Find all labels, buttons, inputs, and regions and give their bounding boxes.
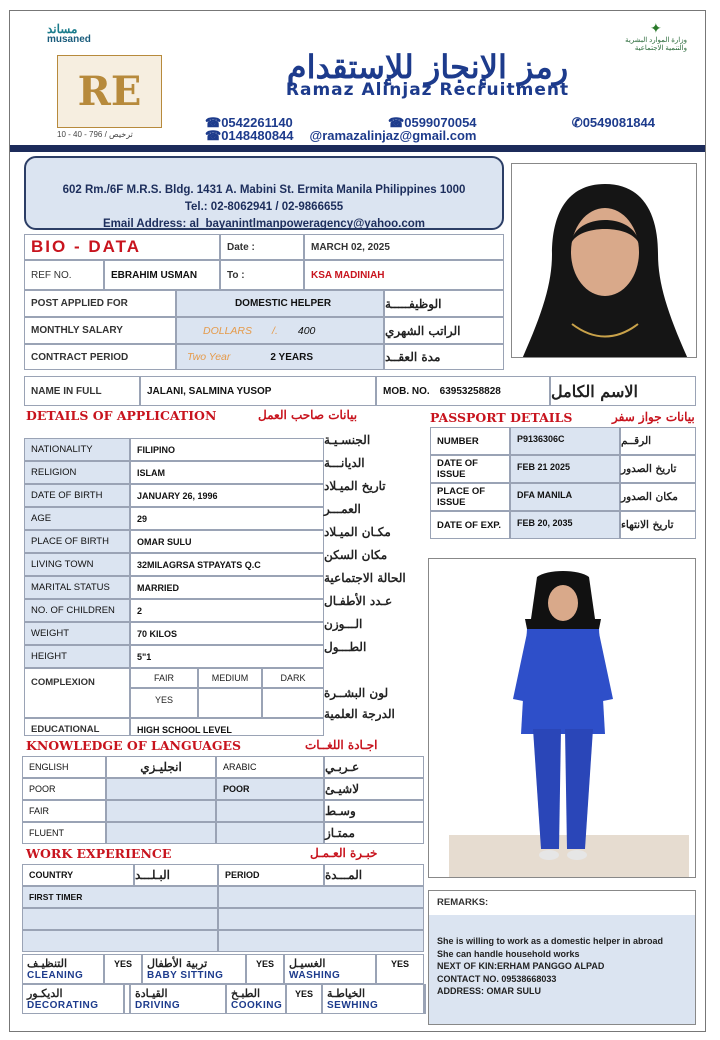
work-country-value: FIRST TIMER <box>22 886 218 908</box>
passport-label: DATE OF ISSUE <box>430 455 510 483</box>
languages-heading-ar: اجـادة اللغــات <box>305 738 378 752</box>
phone-icon-1: ☎0542261140 <box>205 115 293 130</box>
detail-value: ISLAM <box>130 461 324 484</box>
detail-label-ar: الـــوزن <box>324 616 363 631</box>
period-label: PERIOD <box>218 864 324 886</box>
name-label: NAME IN FULL <box>24 376 140 406</box>
musaned-logo-en: musaned <box>47 34 91 45</box>
languages-heading: KNOWLEDGE OF LANGUAGES <box>26 738 242 753</box>
duty-cleaning <box>22 954 104 984</box>
detail-value: JANUARY 26, 1996 <box>130 484 324 507</box>
duty-decorating <box>22 984 124 1014</box>
arabic-label-ar: عـربـي <box>324 756 424 778</box>
detail-label: RELIGION <box>24 461 130 484</box>
salary-label-ar: الراتب الشهري <box>384 317 504 344</box>
work-period-value <box>218 930 424 952</box>
mobile-box <box>376 376 550 406</box>
phone-1: 0542261140 <box>221 115 293 130</box>
salary-label: MONTHLY SALARY <box>24 317 176 344</box>
detail-label-ar: مكان السكن <box>324 547 388 562</box>
date-label: Date : <box>220 234 304 260</box>
work-heading: WORK EXPERIENCE <box>26 846 172 861</box>
landline-icon: ☎0148480844 <box>205 128 294 143</box>
mobile-value: 63953258828 <box>439 385 501 397</box>
passport-label-ar: تاريخ الانتهاء <box>620 511 696 539</box>
remarks-title: REMARKS: <box>437 897 489 908</box>
duty-baby-en: BABY SITTING <box>147 970 224 981</box>
phone-icon-2: ☎0599070054 <box>388 115 477 130</box>
passport-label: DATE OF EXP. <box>430 511 510 539</box>
detail-value: OMAR SULU <box>130 530 324 553</box>
complexion-fair-head: FAIR <box>130 668 198 688</box>
complexion-medium-head: MEDIUM <box>198 668 262 688</box>
header-divider <box>10 145 705 152</box>
duty-cooking <box>226 984 286 1014</box>
english-label: ENGLISH <box>22 756 106 778</box>
detail-label-ar: العمـــر <box>324 501 361 516</box>
detail-value: 5"1 <box>130 645 324 668</box>
detail-label-ar: الطـــول <box>324 639 367 654</box>
work-period-value <box>218 908 424 930</box>
english-level-value <box>106 778 216 800</box>
duty-decorating-en: DECORATING <box>27 1000 99 1011</box>
detail-label-ar: عـدد الأطفـال <box>324 593 393 608</box>
language-level-label: FAIR <box>22 800 106 822</box>
remark-line: ADDRESS: OMAR SULU <box>437 986 542 996</box>
remark-line: CONTACT NO. 09538668033 <box>437 973 557 984</box>
detail-value: MARRIED <box>130 576 324 599</box>
detail-value: 29 <box>130 507 324 530</box>
remarks-body <box>429 915 695 1024</box>
ministry-palm-icon: ✦ <box>650 20 662 36</box>
detail-value: 32MILAGRSA STPAYATS Q.C <box>130 553 324 576</box>
salary-separator: /. <box>272 324 278 337</box>
application-heading: DETAILS OF APPLICATION <box>26 408 217 423</box>
phone-3: 0549081844 <box>582 115 655 130</box>
detail-label: DATE OF BIRTH <box>24 484 130 507</box>
education-label-ar: الدرجة العلمية <box>324 707 395 721</box>
duty-cooking-en: COOKING <box>231 1000 283 1011</box>
contact-line <box>205 128 655 144</box>
detail-value: 70 KILOS <box>130 622 324 645</box>
duty-sewing-ar: الخياطـة <box>327 987 366 1000</box>
duty-baby-value: YES <box>246 954 284 984</box>
detail-label-ar: الديانـــة <box>324 455 365 470</box>
salary-currency: DOLLARS <box>203 324 253 337</box>
salary-box <box>176 317 384 344</box>
remark-line: She is willing to work as a domestic helper in abroad <box>437 936 664 946</box>
contract-value: 2 YEARS <box>270 351 314 363</box>
passport-value: P9136306C <box>510 427 620 455</box>
duty-driving <box>130 984 226 1014</box>
name-label-ar: الاسم الكامل <box>550 376 696 406</box>
duty-decorating-ar: الديكـور <box>27 987 63 1000</box>
duty-baby-ar: تربية الأطفال <box>147 957 208 970</box>
agency-email: Email Address: al_bayanintlmanpoweragency@yahoo.com <box>102 218 426 230</box>
detail-label: WEIGHT <box>24 622 130 645</box>
arabic-level-value <box>216 822 324 844</box>
language-level-label: POOR <box>22 778 106 800</box>
application-heading-ar: بيانات صاحب العمل <box>258 408 358 422</box>
name-value: JALANI, SALMINA YUSOP <box>140 376 376 406</box>
education-value: HIGH SCHOOL LEVEL <box>130 718 324 736</box>
company-logo <box>57 55 162 128</box>
detail-value: FILIPINO <box>130 438 324 461</box>
duty-sewing <box>322 984 424 1014</box>
post-label: POST APPLIED FOR <box>24 290 176 317</box>
detail-label-ar: الحالة الاجتماعية <box>324 570 406 585</box>
language-level-label-ar: وسـط <box>324 800 424 822</box>
to-value: KSA MADINIAH <box>304 260 504 290</box>
country-label-ar: البـلـــد <box>134 864 218 886</box>
language-level-label: FLUENT <box>22 822 106 844</box>
detail-label-ar: مكـان الميـلاد <box>324 524 391 539</box>
english-level-value <box>106 822 216 844</box>
company-name-en: Ramaz Alinjaz Recruitment <box>285 80 570 100</box>
passport-label: NUMBER <box>430 427 510 455</box>
period-label-ar: المـــدة <box>324 864 424 886</box>
ministry-name: وزارة الموارد البشرية والتنمية الاجتماعية <box>625 37 687 52</box>
duty-washing-value: YES <box>376 954 424 984</box>
duty-cleaning-value: YES <box>104 954 142 984</box>
english-level-value <box>106 800 216 822</box>
detail-label: PLACE OF BIRTH <box>24 530 130 553</box>
duty-driving-en: DRIVING <box>135 1000 181 1011</box>
remark-line: She can handle household works <box>437 948 580 959</box>
bio-data-title <box>24 234 220 260</box>
ref-value: EBRAHIM USMAN <box>104 260 220 290</box>
english-label-ar: انجليـزي <box>106 756 216 778</box>
complexion-label: COMPLEXION <box>24 668 130 718</box>
company-name-ar: رمز الإنجاز للإستقدام <box>286 48 569 86</box>
complexion-dark-head: DARK <box>262 668 324 688</box>
musaned-logo-ar: مساند <box>47 22 78 36</box>
detail-label: AGE <box>24 507 130 530</box>
work-period-value <box>218 886 424 908</box>
duty-washing <box>284 954 376 984</box>
detail-label: MARITAL STATUS <box>24 576 130 599</box>
ref-label: REF NO. <box>24 260 104 290</box>
complexion-label-ar: لون البشــرة <box>324 668 420 718</box>
license-number: ترخيص / 796 - 40 - 10 <box>57 130 133 139</box>
full-body-image <box>429 559 696 878</box>
work-country-value <box>22 908 218 930</box>
bio-data-text: BIO - DATA <box>31 237 142 256</box>
duty-cleaning-en: CLEANING <box>27 970 84 981</box>
detail-label-ar: الجنسـيـة <box>324 432 371 447</box>
passport-heading: PASSPORT DETAILS <box>430 410 573 425</box>
arabic-label: ARABIC <box>216 756 324 778</box>
company-email: ramazalinjaz@gmail.com <box>322 128 477 143</box>
detail-label: HEIGHT <box>24 645 130 668</box>
arabic-level-value: POOR <box>216 778 324 800</box>
to-label: To : <box>220 260 304 290</box>
duty-washing-ar: الغسيـل <box>289 957 326 970</box>
email-icon: @ramazalinjaz@gmail.com <box>309 128 477 143</box>
phone-2: 0599070054 <box>404 115 477 130</box>
portrait-image <box>512 164 697 358</box>
company-logo-letters: RE <box>77 68 142 115</box>
post-label-ar: الوظيفـــــة <box>384 290 504 317</box>
country-label: COUNTRY <box>22 864 134 886</box>
remark-line: NEXT OF KIN:ERHAM PANGGO ALPAD <box>437 961 605 971</box>
arabic-level-value <box>216 800 324 822</box>
passport-value: FEB 21 2025 <box>510 455 620 483</box>
date-value: MARCH 02, 2025 <box>304 234 504 260</box>
duty-driving-ar: القيـادة <box>135 987 168 1000</box>
detail-label: NO. OF CHILDREN <box>24 599 130 622</box>
passport-label-ar: الرقــم <box>620 427 696 455</box>
remarks-box <box>428 890 696 1025</box>
education-label: EDUCATIONAL <box>24 718 130 736</box>
duty-cooking-value: YES <box>286 984 322 1014</box>
duty-baby <box>142 954 246 984</box>
duty-washing-en: WASHING <box>289 970 341 981</box>
work-heading-ar: خبـرة العـمـل <box>310 846 378 860</box>
passport-label: PLACE OF ISSUE <box>430 483 510 511</box>
passport-label-ar: تاريخ الصدور <box>620 455 696 483</box>
post-value: DOMESTIC HELPER <box>176 290 384 317</box>
language-level-label-ar: ممتـاز <box>324 822 424 844</box>
salary-value: 400 <box>297 324 316 337</box>
work-country-value <box>22 930 218 952</box>
full-body-photo <box>428 558 696 878</box>
passport-heading-ar: بيانات جواز سفر <box>612 410 695 424</box>
duty-cooking-ar: الطبـخ <box>231 987 261 1000</box>
duty-cleaning-ar: التنظيـف <box>27 957 67 970</box>
portrait-photo <box>511 163 697 358</box>
language-level-label-ar: لاشيـئ <box>324 778 424 800</box>
detail-label-ar: تاريخ الميـلاد <box>324 478 386 493</box>
complexion-fair-value: YES <box>130 688 198 718</box>
agency-address: 602 Rm./6F M.R.S. Bldg. 1431 A. Mabini St. Ermita Manila Philippines 1000 <box>62 184 466 196</box>
duty-sewing-value <box>424 984 426 1014</box>
agency-tel: Tel.: 02-8062941 / 02-9866655 <box>184 201 344 213</box>
detail-value: 2 <box>130 599 324 622</box>
agency-address-box <box>24 156 504 230</box>
detail-label: LIVING TOWN <box>24 553 130 576</box>
landline: 0148480844 <box>221 128 294 143</box>
contract-label: CONTRACT PERIOD <box>24 344 176 370</box>
passport-label-ar: مكان الصدور <box>620 483 696 511</box>
contract-box <box>176 344 384 370</box>
whatsapp-icon: ✆0549081844 <box>571 115 655 130</box>
mobile-label: MOB. NO. <box>383 385 430 397</box>
duty-sewing-en: SEWHING <box>327 1000 379 1011</box>
contract-label-ar: مدة العقــد <box>384 344 504 370</box>
detail-label: NATIONALITY <box>24 438 130 461</box>
complexion-medium-value <box>198 688 262 718</box>
complexion-dark-value <box>262 688 324 718</box>
passport-value: FEB 20, 2035 <box>510 511 620 539</box>
contract-hint: Two Year <box>187 351 231 363</box>
passport-value: DFA MANILA <box>510 483 620 511</box>
